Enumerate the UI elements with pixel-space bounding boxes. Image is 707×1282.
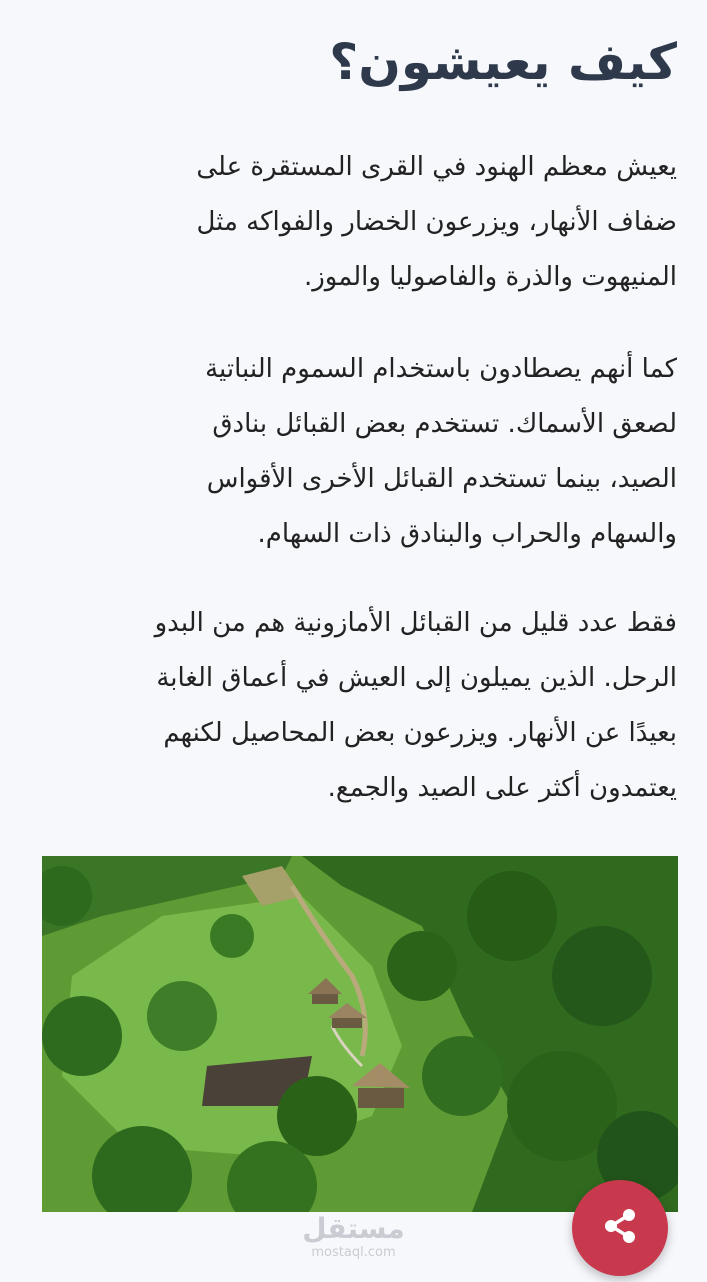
paragraph-line: بعيدًا عن الأنهار. ويزرعون بعض المحاصيل لكنهم — [163, 718, 677, 748]
watermark-text: مستقل — [302, 1212, 405, 1245]
watermark-url: mostaql.com — [311, 1245, 396, 1260]
article-photo — [42, 856, 678, 1212]
paragraph-line: يعيش معظم الهنود في القرى المستقرة على — [196, 152, 677, 182]
paragraph-line: ضفاف الأنهار، ويزرعون الخضار والفواكه مثل — [196, 207, 677, 237]
paragraph-line: الرحل. الذين يميلون إلى العيش في أعماق الغابة — [156, 663, 677, 693]
paragraph-line: والسهام والحراب والبنادق ذات السهام. — [257, 519, 677, 549]
article-title: كيف يعيشون؟ — [329, 33, 677, 91]
paragraph-line: لصعق الأسماك. تستخدم بعض القبائل بنادق — [212, 409, 677, 439]
article-paragraph — [47, 596, 677, 816]
paragraph-line: الصيد، بينما تستخدم القبائل الأخرى الأقواس — [206, 464, 677, 494]
paragraph-line: فقط عدد قليل من القبائل الأمازونية هم من البدو — [154, 608, 677, 638]
article-paragraph — [47, 342, 677, 562]
article-paragraph — [47, 140, 677, 305]
paragraph-line: كما أنهم يصطادون باستخدام السموم النباتية — [205, 354, 677, 384]
paragraph-line: يعتمدون أكثر على الصيد والجمع. — [327, 773, 677, 803]
paragraph-line: المنيهوت والذرة والفاصوليا والموز. — [303, 262, 677, 292]
share-icon — [600, 1206, 640, 1250]
share-button[interactable] — [572, 1180, 668, 1276]
